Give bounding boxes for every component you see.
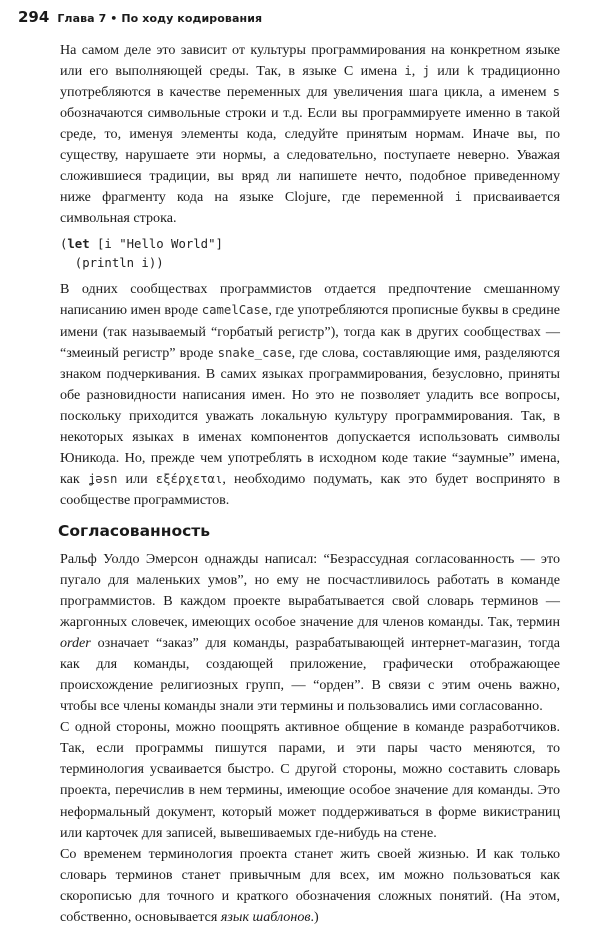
text-run: На самом деле это зависит от культуры программирования на конкретном языке или его выполняющей среды. Так, в языке С имена (60, 42, 560, 80)
text-run: , (411, 63, 423, 80)
paragraph-1 (60, 40, 560, 229)
emphasis: язык шаблонов (220, 908, 311, 925)
page-number: 294 (18, 8, 50, 26)
code-keyword: let (67, 237, 90, 252)
section-heading: Согласованность (58, 521, 211, 540)
text-run: традиционно употребляются в качестве переменных для увеличения шага цикла, а именем (60, 63, 560, 101)
inline-code: camelCase (201, 303, 269, 318)
text-run: или (117, 470, 156, 487)
inline-code: j (422, 64, 431, 79)
running-header (18, 8, 262, 28)
inline-code: ʝəsn (87, 471, 118, 486)
paragraph-4: С одной стороны, можно поощрять активное общение в команде разработчиков. Так, если программы пишутся парами, и эти пары часто меняются, то терминология усваивается быстро. С другой стороны, можно составить словарь проекта, перечислив в нем термины, имеющие особое значение для команды. Это неформальный документ, который может поддерживаться в форме викистраниц или карточек для записей, вывешиваемых где-нибудь на стене. (60, 719, 560, 841)
inline-code: s (552, 85, 560, 100)
code-line-2: (println i)) (60, 256, 164, 271)
paragraph-3 (60, 549, 560, 717)
text-run: Ральф Уолдо Эмерсон однажды написал: “Безрассудная согласованность — это пугало для маленьких умов”, но ему не посчастливилось работать в команде программистов. В каждом проекте вырабатывается свой словарь терминов — жаргонных словечек, имеющих особое значение для членов команды. Так, термин (60, 550, 560, 631)
text-run: , необходимо подумать, как это будет воспринято в сообществе программистов. (60, 470, 561, 508)
inline-code: k (466, 64, 475, 79)
inline-code: snake_case (217, 345, 292, 360)
text-run: означает “заказ” для команды, разрабатывающей интернет-магазин, тогда как для команды, создающей приложение, графически отображающее происхождение религиозных групп, — “орден”. В связи с этим очень важно, чтобы все члены команды знали эти термины и пользовались ими согласованно. (60, 635, 560, 715)
code-block (60, 235, 560, 273)
code-line-1-rest: [i "Hello World"] (89, 237, 223, 252)
paragraph-5 (60, 844, 560, 928)
text-run: , где употребляются прописные буквы в средине имени (так называемый “горбатый регистр”), тогда как в других сообществах — “змеиный регистр” вроде (60, 302, 560, 361)
text-run: присваивается символьная строка. (60, 189, 560, 227)
inline-code: εξέρχεται (155, 471, 223, 486)
text-run: обозначаются символьные строки и т.д. Если вы программируете именно в такой среде, то, именуя элементы кода, следуйте принятым нормам. Иначе вы, по существу, нарушаете эти нормы, а следовательно, поступаете неверно. Уважая сложившиеся традиции, вы вряд ли напишете нечто, подобное приведенному ниже фрагменту кода на языке Clojure, где переменной (60, 105, 560, 206)
inline-code: i (454, 190, 463, 205)
inline-code: i (404, 64, 412, 79)
page-body (60, 40, 560, 928)
code-paren: ( (60, 237, 68, 252)
text-run: .) (310, 908, 319, 925)
paragraph-2 (60, 279, 560, 511)
text-run: Со временем терминология проекта станет жить своей жизнью. И как только словарь терминов станет привычным для всех, им можно пользоваться как скорописью для точного и краткого обозначения сложных понятий. (На этом, собственно, основывается (60, 845, 560, 925)
running-title: Глава 7 • По ходу кодирования (57, 12, 263, 25)
text-run: , где слова, составляющие имя, разделяются знаком подчеркивания. В самих языках программирования, безусловно, приняты обе разновидности написания имен. Но это не позволяет уладить все вопросы, поскольку приходится уважать локальную культуру программирования. Так, в некоторых языках в именах компонентов допускается использовать символы Юникода. Но, прежде чем употреблять в исходном коде такие “заумные” имена, как (60, 344, 560, 487)
emphasis: order (60, 635, 91, 652)
text-run: В одних сообществах программистов отдается предпочтение смешанному написанию имен вроде (60, 281, 560, 319)
text-run: или (430, 63, 467, 80)
